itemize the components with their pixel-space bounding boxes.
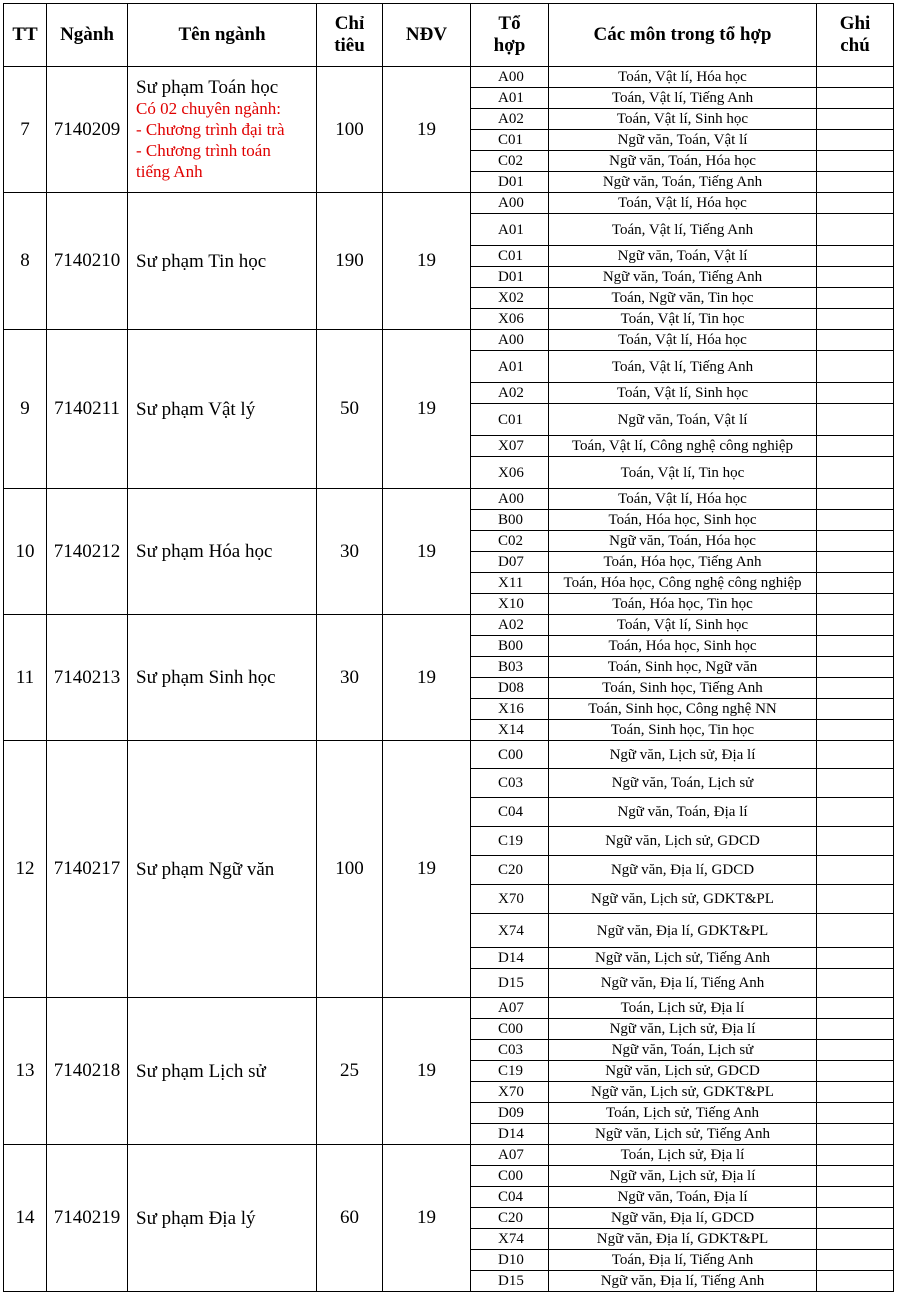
major-name-text: Sư phạm Toán học	[136, 77, 279, 98]
combo-subjects: Toán, Ngữ văn, Tin học	[549, 288, 817, 309]
note-cell	[817, 827, 894, 856]
note-cell	[817, 67, 894, 88]
combo-code: A01	[471, 351, 549, 383]
quota: 50	[317, 330, 383, 489]
major-name-text: Sư phạm Sinh học	[136, 667, 276, 688]
note-cell	[817, 1271, 894, 1292]
note-cell	[817, 594, 894, 615]
note-cell	[817, 288, 894, 309]
combo-code: C04	[471, 798, 549, 827]
note-cell	[817, 88, 894, 109]
combo-subjects: Ngữ văn, Toán, Địa lí	[549, 798, 817, 827]
combo-code: D01	[471, 267, 549, 288]
combo-code: A02	[471, 383, 549, 404]
combo-code: B00	[471, 636, 549, 657]
combo-code: A07	[471, 998, 549, 1019]
combo-code: D15	[471, 1271, 549, 1292]
combo-code: A00	[471, 67, 549, 88]
row-number: 9	[4, 330, 47, 489]
combo-code: C01	[471, 130, 549, 151]
threshold-score: 19	[383, 330, 471, 489]
combo-code: C02	[471, 151, 549, 172]
table-row	[4, 67, 894, 88]
note-cell	[817, 330, 894, 351]
header-nganh: Ngành	[47, 4, 128, 67]
header-cac-mon: Các môn trong tổ hợp	[549, 4, 817, 67]
combo-subjects: Toán, Vật lí, Hóa học	[549, 193, 817, 214]
combo-subjects: Toán, Hóa học, Tin học	[549, 594, 817, 615]
row-number: 14	[4, 1145, 47, 1292]
note-cell	[817, 267, 894, 288]
row-number: 7	[4, 67, 47, 193]
table-row	[4, 741, 894, 769]
note-cell	[817, 151, 894, 172]
combo-subjects: Ngữ văn, Lịch sử, GDCD	[549, 827, 817, 856]
note-cell	[817, 798, 894, 827]
combo-subjects: Toán, Lịch sử, Địa lí	[549, 998, 817, 1019]
combo-code: D01	[471, 172, 549, 193]
combo-subjects: Toán, Sinh học, Công nghệ NN	[549, 699, 817, 720]
combo-subjects: Toán, Vật lí, Công nghệ công nghiệp	[549, 436, 817, 457]
note-cell	[817, 1229, 894, 1250]
combo-code: X06	[471, 309, 549, 330]
major-code: 7140217	[47, 741, 128, 998]
note-cell	[817, 1103, 894, 1124]
combo-subjects: Ngữ văn, Toán, Tiếng Anh	[549, 172, 817, 193]
combo-code: C03	[471, 1040, 549, 1061]
combo-code: B03	[471, 657, 549, 678]
major-code: 7140212	[47, 489, 128, 615]
combo-code: D15	[471, 969, 549, 998]
combo-subjects: Ngữ văn, Lịch sử, GDCD	[549, 1061, 817, 1082]
note-cell	[817, 948, 894, 969]
combo-code: D10	[471, 1250, 549, 1271]
combo-code: X74	[471, 1229, 549, 1250]
note-cell	[817, 552, 894, 573]
combo-code: C20	[471, 856, 549, 885]
combo-code: X70	[471, 1082, 549, 1103]
combo-code: C00	[471, 1166, 549, 1187]
threshold-score: 19	[383, 489, 471, 615]
major-note: - Chương trình toán	[136, 141, 271, 160]
note-cell	[817, 246, 894, 267]
combo-subjects: Toán, Vật lí, Sinh học	[549, 383, 817, 404]
combo-subjects: Toán, Hóa học, Sinh học	[549, 636, 817, 657]
combo-subjects: Toán, Lịch sử, Tiếng Anh	[549, 1103, 817, 1124]
note-cell	[817, 885, 894, 914]
combo-code: C02	[471, 531, 549, 552]
header-tt: TT	[4, 4, 47, 67]
combo-code: X16	[471, 699, 549, 720]
row-number: 10	[4, 489, 47, 615]
major-name-text: Sư phạm Địa lý	[136, 1207, 256, 1229]
threshold-score: 19	[383, 615, 471, 741]
combo-subjects: Ngữ văn, Toán, Tiếng Anh	[549, 267, 817, 288]
note-cell	[817, 998, 894, 1019]
combo-code: C00	[471, 1019, 549, 1040]
note-cell	[817, 1166, 894, 1187]
combo-subjects: Toán, Vật lí, Hóa học	[549, 330, 817, 351]
header-ndv: NĐV	[383, 4, 471, 67]
major-note: tiếng Anh	[136, 162, 203, 181]
combo-subjects: Ngữ văn, Địa lí, Tiếng Anh	[549, 969, 817, 998]
threshold-score: 19	[383, 998, 471, 1145]
major-name	[128, 615, 317, 741]
combo-code: D14	[471, 1124, 549, 1145]
note-cell	[817, 351, 894, 383]
combo-code: C19	[471, 827, 549, 856]
table-row	[4, 193, 894, 214]
combo-subjects: Ngữ văn, Toán, Vật lí	[549, 130, 817, 151]
combo-subjects: Ngữ văn, Lịch sử, Tiếng Anh	[549, 948, 817, 969]
combo-code: D09	[471, 1103, 549, 1124]
note-cell	[817, 109, 894, 130]
header-to-hop: Tổ hợp	[471, 4, 549, 67]
combo-subjects: Toán, Hóa học, Tiếng Anh	[549, 552, 817, 573]
combo-code: C03	[471, 769, 549, 798]
combo-code: C00	[471, 741, 549, 769]
note-cell	[817, 457, 894, 489]
major-code: 7140219	[47, 1145, 128, 1292]
combo-code: A02	[471, 109, 549, 130]
combo-subjects: Toán, Vật lí, Tiếng Anh	[549, 214, 817, 246]
major-note: Có 02 chuyên ngành:	[136, 99, 281, 118]
note-cell	[817, 1019, 894, 1040]
combo-subjects: Toán, Vật lí, Tiếng Anh	[549, 88, 817, 109]
combo-subjects: Toán, Sinh học, Tiếng Anh	[549, 678, 817, 699]
note-cell	[817, 531, 894, 552]
major-name	[128, 330, 317, 489]
header-ten-nganh: Tên ngành	[128, 4, 317, 67]
header-ghi-chu: Ghi chú	[817, 4, 894, 67]
threshold-score: 19	[383, 741, 471, 998]
header-row	[4, 4, 894, 67]
note-cell	[817, 699, 894, 720]
note-cell	[817, 1250, 894, 1271]
major-code: 7140213	[47, 615, 128, 741]
combo-subjects: Toán, Hóa học, Công nghệ công nghiệp	[549, 573, 817, 594]
combo-code: C01	[471, 404, 549, 436]
major-name-text: Sư phạm Lịch sử	[136, 1060, 266, 1082]
major-name	[128, 998, 317, 1145]
combo-subjects: Toán, Sinh học, Ngữ văn	[549, 657, 817, 678]
note-cell	[817, 489, 894, 510]
major-name	[128, 741, 317, 998]
combo-subjects: Ngữ văn, Lịch sử, Địa lí	[549, 1019, 817, 1040]
major-code: 7140211	[47, 330, 128, 489]
major-name-text: Sư phạm Tin học	[136, 250, 267, 272]
threshold-score: 19	[383, 67, 471, 193]
combo-subjects: Ngữ văn, Địa lí, GDCD	[549, 1208, 817, 1229]
combo-subjects: Ngữ văn, Toán, Địa lí	[549, 1187, 817, 1208]
combo-code: X74	[471, 914, 549, 948]
combo-code: A00	[471, 489, 549, 510]
combo-subjects: Ngữ văn, Lịch sử, Địa lí	[549, 1166, 817, 1187]
note-cell	[817, 1208, 894, 1229]
note-cell	[817, 1187, 894, 1208]
quota: 190	[317, 193, 383, 330]
quota: 100	[317, 741, 383, 998]
combo-code: C01	[471, 246, 549, 267]
combo-subjects: Toán, Vật lí, Hóa học	[549, 67, 817, 88]
row-number: 11	[4, 615, 47, 741]
combo-subjects: Ngữ văn, Toán, Hóa học	[549, 151, 817, 172]
threshold-score: 19	[383, 193, 471, 330]
combo-code: A01	[471, 88, 549, 109]
note-cell	[817, 769, 894, 798]
combo-code: D14	[471, 948, 549, 969]
combo-code: A01	[471, 214, 549, 246]
note-cell	[817, 1145, 894, 1166]
combo-subjects: Toán, Sinh học, Tin học	[549, 720, 817, 741]
header-chi-tieu: Chỉ tiêu	[317, 4, 383, 67]
row-number: 13	[4, 998, 47, 1145]
combo-code: B00	[471, 510, 549, 531]
major-name-text: Sư phạm Ngữ văn	[136, 858, 275, 880]
note-cell	[817, 1082, 894, 1103]
combo-subjects: Ngữ văn, Lịch sử, Địa lí	[549, 741, 817, 769]
combo-subjects: Toán, Vật lí, Hóa học	[549, 489, 817, 510]
combo-subjects: Ngữ văn, Lịch sử, GDKT&PL	[549, 885, 817, 914]
combo-code: A00	[471, 193, 549, 214]
major-name	[128, 193, 317, 330]
note-cell	[817, 1061, 894, 1082]
row-number: 8	[4, 193, 47, 330]
combo-subjects: Toán, Lịch sử, Địa lí	[549, 1145, 817, 1166]
note-cell	[817, 615, 894, 636]
combo-subjects: Toán, Vật lí, Tin học	[549, 309, 817, 330]
major-name	[128, 67, 317, 193]
note-cell	[817, 510, 894, 531]
combo-subjects: Ngữ văn, Lịch sử, GDKT&PL	[549, 1082, 817, 1103]
note-cell	[817, 309, 894, 330]
combo-code: A00	[471, 330, 549, 351]
major-name	[128, 489, 317, 615]
note-cell	[817, 856, 894, 885]
combo-subjects: Ngữ văn, Địa lí, GDKT&PL	[549, 914, 817, 948]
note-cell	[817, 969, 894, 998]
note-cell	[817, 172, 894, 193]
combo-code: C20	[471, 1208, 549, 1229]
combo-subjects: Ngữ văn, Toán, Hóa học	[549, 531, 817, 552]
combo-code: A07	[471, 1145, 549, 1166]
combo-code: X70	[471, 885, 549, 914]
major-code: 7140218	[47, 998, 128, 1145]
combo-subjects: Toán, Vật lí, Sinh học	[549, 615, 817, 636]
note-cell	[817, 914, 894, 948]
major-code: 7140210	[47, 193, 128, 330]
combo-subjects: Toán, Vật lí, Sinh học	[549, 109, 817, 130]
note-cell	[817, 383, 894, 404]
major-name-text: Sư phạm Vật lý	[136, 398, 256, 420]
combo-code: X10	[471, 594, 549, 615]
combo-code: X07	[471, 436, 549, 457]
combo-code: X11	[471, 573, 549, 594]
combo-code: X02	[471, 288, 549, 309]
note-cell	[817, 573, 894, 594]
note-cell	[817, 1124, 894, 1145]
combo-subjects: Ngữ văn, Toán, Vật lí	[549, 404, 817, 436]
note-cell	[817, 720, 894, 741]
table-body	[4, 67, 894, 1292]
note-cell	[817, 404, 894, 436]
note-cell	[817, 214, 894, 246]
quota: 30	[317, 615, 383, 741]
table-row	[4, 615, 894, 636]
note-cell	[817, 1040, 894, 1061]
quota: 60	[317, 1145, 383, 1292]
major-name	[128, 1145, 317, 1292]
combo-code: C04	[471, 1187, 549, 1208]
admission-table	[3, 3, 894, 1292]
combo-subjects: Toán, Vật lí, Tin học	[549, 457, 817, 489]
major-code: 7140209	[47, 67, 128, 193]
table-row	[4, 1145, 894, 1166]
note-cell	[817, 193, 894, 214]
threshold-score: 19	[383, 1145, 471, 1292]
combo-code: C19	[471, 1061, 549, 1082]
combo-code: D08	[471, 678, 549, 699]
combo-subjects: Ngữ văn, Toán, Vật lí	[549, 246, 817, 267]
combo-subjects: Ngữ văn, Địa lí, GDCD	[549, 856, 817, 885]
note-cell	[817, 130, 894, 151]
note-cell	[817, 741, 894, 769]
note-cell	[817, 678, 894, 699]
combo-subjects: Toán, Địa lí, Tiếng Anh	[549, 1250, 817, 1271]
combo-subjects: Ngữ văn, Toán, Lịch sử	[549, 1040, 817, 1061]
combo-code: D07	[471, 552, 549, 573]
quota: 100	[317, 67, 383, 193]
combo-code: X14	[471, 720, 549, 741]
combo-subjects: Ngữ văn, Lịch sử, Tiếng Anh	[549, 1124, 817, 1145]
note-cell	[817, 636, 894, 657]
combo-code: X06	[471, 457, 549, 489]
combo-code: A02	[471, 615, 549, 636]
combo-subjects: Toán, Hóa học, Sinh học	[549, 510, 817, 531]
quota: 25	[317, 998, 383, 1145]
row-number: 12	[4, 741, 47, 998]
table-row	[4, 330, 894, 351]
combo-subjects: Ngữ văn, Toán, Lịch sử	[549, 769, 817, 798]
combo-subjects: Ngữ văn, Địa lí, GDKT&PL	[549, 1229, 817, 1250]
major-note: - Chương trình đại trà	[136, 120, 285, 139]
note-cell	[817, 657, 894, 678]
quota: 30	[317, 489, 383, 615]
note-cell	[817, 436, 894, 457]
table-row	[4, 489, 894, 510]
major-name-text: Sư phạm Hóa học	[136, 541, 273, 562]
combo-subjects: Ngữ văn, Địa lí, Tiếng Anh	[549, 1271, 817, 1292]
combo-subjects: Toán, Vật lí, Tiếng Anh	[549, 351, 817, 383]
table-row	[4, 998, 894, 1019]
